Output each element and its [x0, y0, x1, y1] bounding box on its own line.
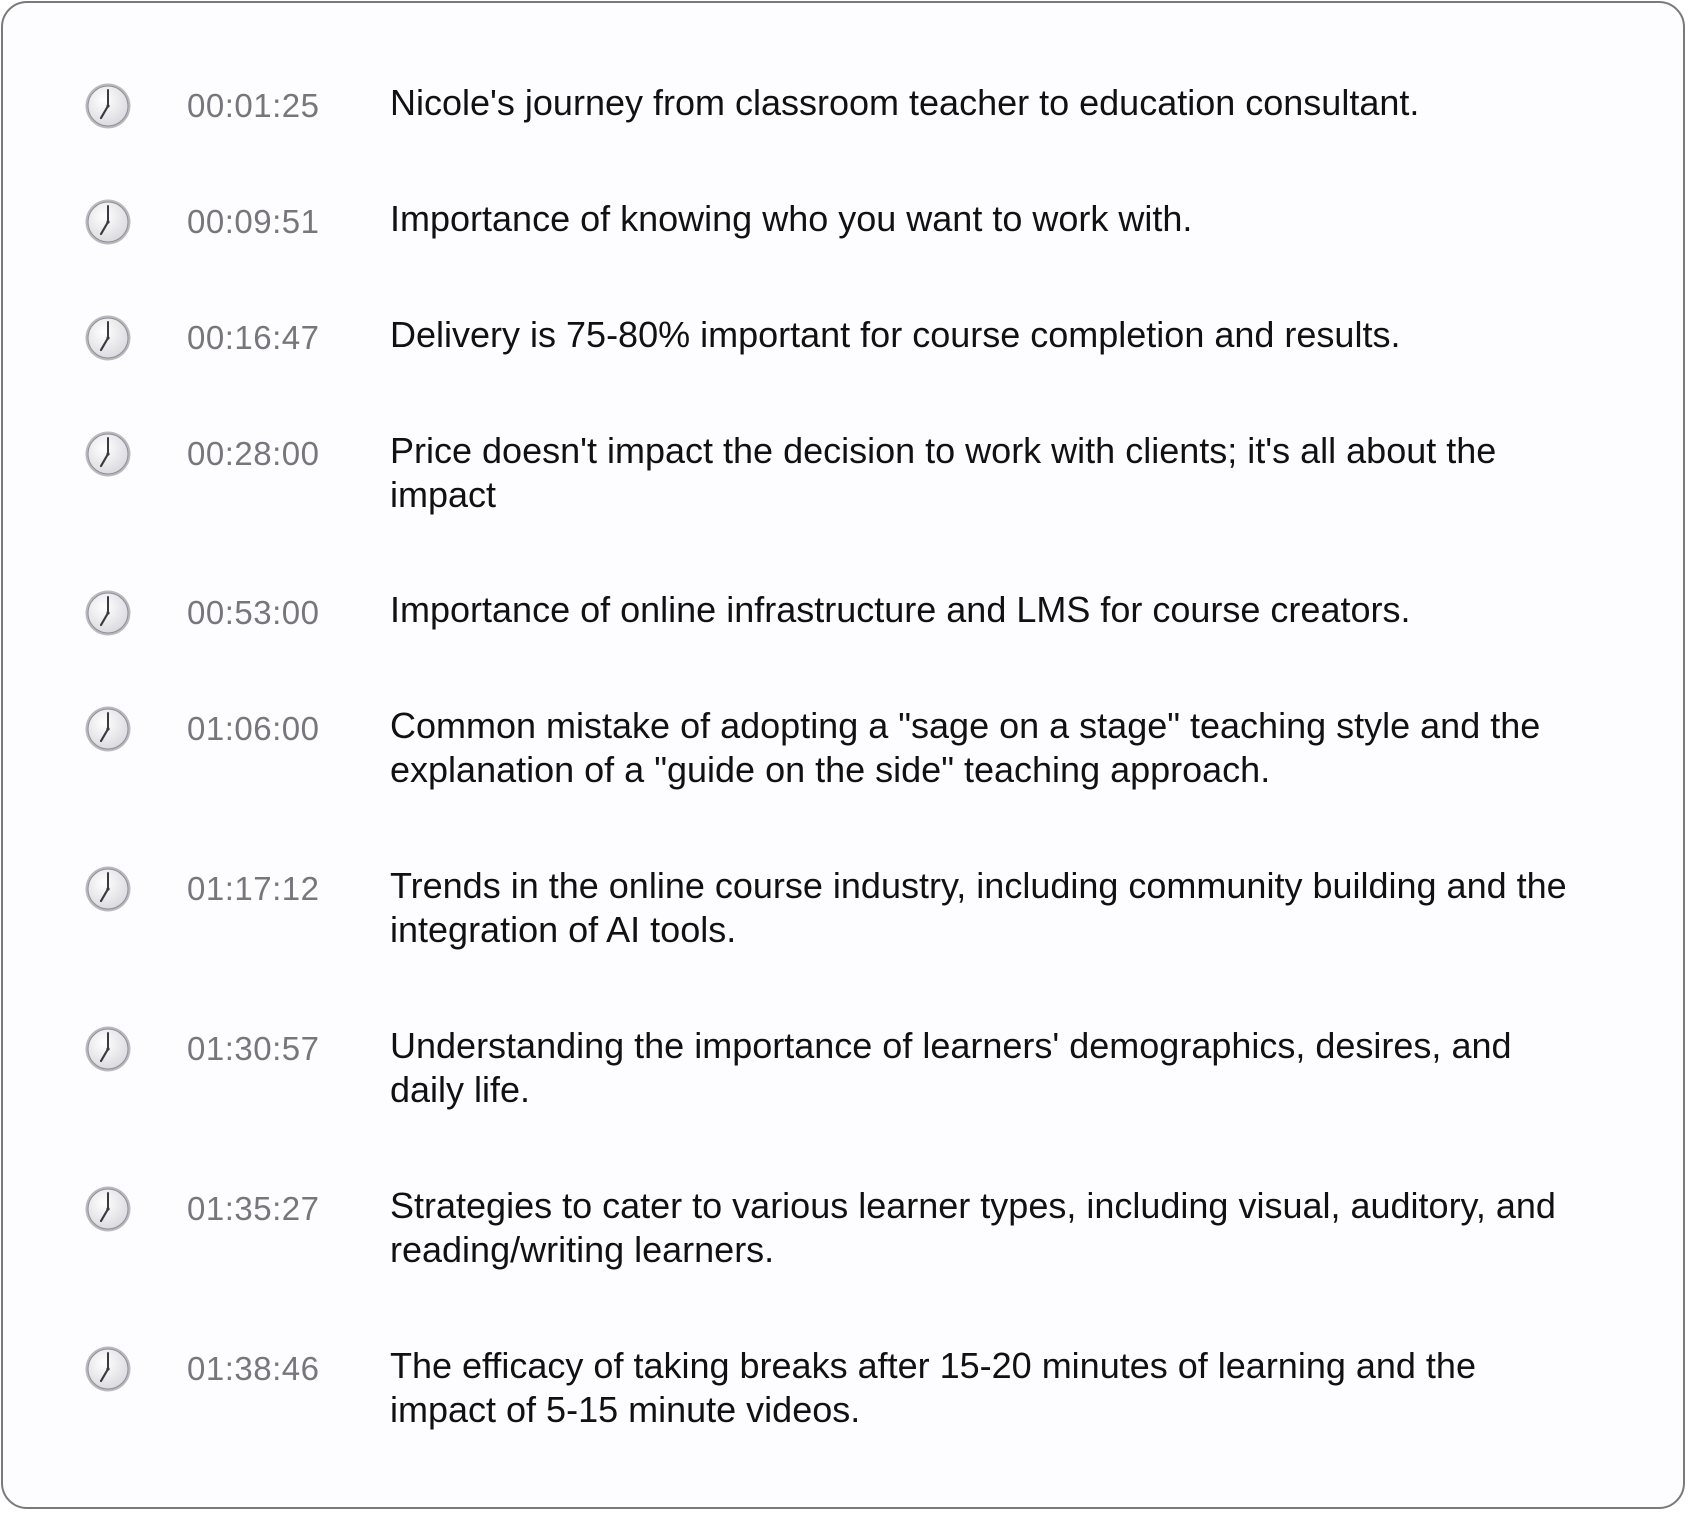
- chapter-row[interactable]: [3, 1184, 1683, 1304]
- chapter-timestamp[interactable]: 00:53:00: [187, 594, 320, 631]
- chapter-description: Importance of knowing who you want to work with.: [390, 198, 1193, 239]
- chapter-row[interactable]: [3, 1024, 1683, 1144]
- chapter-timestamp[interactable]: 00:28:00: [187, 435, 320, 472]
- chapter-timestamp[interactable]: 00:09:51: [187, 203, 320, 240]
- chapter-timestamp[interactable]: 01:06:00: [187, 710, 320, 747]
- clock-icon: [83, 588, 133, 638]
- chapter-row[interactable]: [3, 429, 1683, 549]
- clock-icon: [83, 1184, 133, 1234]
- clock-icon: [83, 81, 133, 131]
- chapter-description: Understanding the importance of learners' demographics, desires, and daily life.: [390, 1025, 1512, 1110]
- chapter-row[interactable]: [3, 313, 1683, 433]
- chapter-timestamp[interactable]: 01:30:57: [187, 1030, 320, 1067]
- clock-icon: [83, 704, 133, 754]
- clock-icon: [83, 1024, 133, 1074]
- clock-icon: [83, 197, 133, 247]
- chapter-timestamp[interactable]: 01:38:46: [187, 1350, 320, 1387]
- chapter-timestamp[interactable]: 00:01:25: [187, 87, 320, 124]
- chapter-description: Importance of online infrastructure and LMS for course creators.: [390, 589, 1411, 630]
- clock-icon: [83, 429, 133, 479]
- chapter-row[interactable]: [3, 704, 1683, 824]
- chapter-timestamp[interactable]: 01:35:27: [187, 1190, 320, 1227]
- chapter-description: Trends in the online course industry, including community building and the integration of AI tools.: [390, 865, 1567, 950]
- chapter-row[interactable]: [3, 588, 1683, 708]
- chapter-row[interactable]: [3, 1344, 1683, 1464]
- chapter-description: Strategies to cater to various learner types, including visual, auditory, and reading/writing learners.: [390, 1185, 1556, 1270]
- chapter-timestamp[interactable]: 00:16:47: [187, 319, 320, 356]
- clock-icon: [83, 1344, 133, 1394]
- clock-icon: [83, 313, 133, 363]
- chapter-timestamp[interactable]: 01:17:12: [187, 870, 320, 907]
- chapter-description: Nicole's journey from classroom teacher to education consultant.: [390, 82, 1420, 123]
- chapter-row[interactable]: [3, 864, 1683, 984]
- chapters-card: [1, 1, 1685, 1509]
- chapter-description: Price doesn't impact the decision to work with clients; it's all about the impact: [390, 430, 1497, 515]
- clock-icon: [83, 864, 133, 914]
- chapter-row[interactable]: [3, 81, 1683, 201]
- chapter-description: Delivery is 75-80% important for course completion and results.: [390, 314, 1401, 355]
- chapter-description: Common mistake of adopting a "sage on a stage" teaching style and the explanation of a "guide on the side" teaching approach.: [390, 705, 1541, 790]
- chapter-description: The efficacy of taking breaks after 15-20 minutes of learning and the impact of 5-15 minute videos.: [390, 1345, 1476, 1430]
- chapter-row[interactable]: [3, 197, 1683, 317]
